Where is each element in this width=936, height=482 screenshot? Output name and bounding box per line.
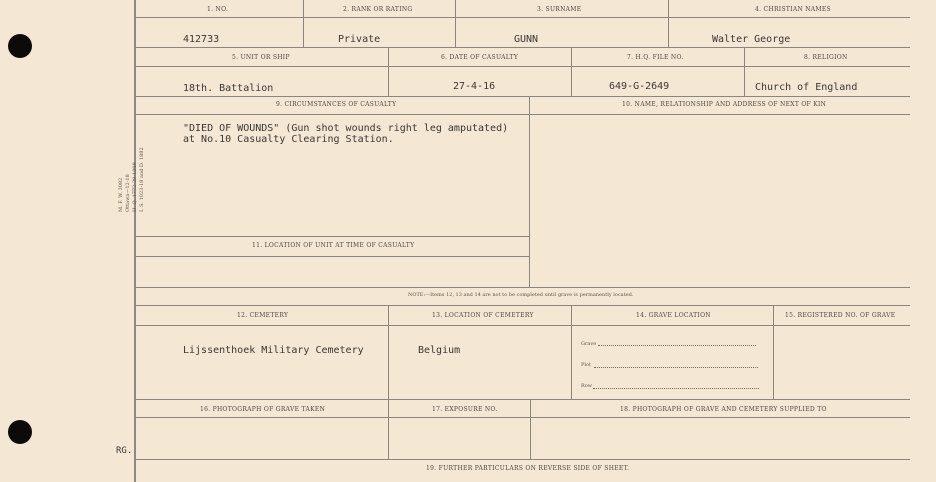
header-grave-location: 14. GRAVE LOCATION	[636, 312, 711, 319]
rule	[668, 0, 669, 47]
header-photo-supplied: 18. PHOTOGRAPH OF GRAVE AND CEMETERY SUPPLIED TO	[620, 406, 827, 413]
religion-value: Church of England	[755, 82, 858, 93]
form-code-3: H. Q. 1772-39-1098	[132, 162, 138, 212]
header-cemetery: 12. CEMETERY	[237, 312, 289, 319]
margin-initials: RG.	[116, 446, 133, 456]
rule	[136, 47, 910, 48]
unit-value: 18th. Battalion	[183, 83, 274, 94]
rule	[136, 305, 910, 306]
circumstances-line-1: "DIED OF WOUNDS" (Gun shot wounds right leg amputated)	[183, 123, 509, 134]
hq-file-value: 649-G-2649	[609, 81, 670, 92]
date-casualty-value: 27-4-16	[453, 81, 496, 92]
header-circumstances: 9. CIRCUMSTANCES OF CASUALTY	[276, 101, 397, 108]
plot-field-label: Plot	[581, 362, 591, 368]
rule	[571, 47, 572, 96]
header-next-of-kin: 10. NAME, RELATIONSHIP AND ADDRESS OF NEXT OF KIN	[622, 101, 827, 108]
rule	[530, 399, 531, 459]
punch-hole-top	[8, 34, 32, 58]
service-number: 412733	[183, 34, 220, 45]
header-location-cemetery: 13. LOCATION OF CEMETERY	[432, 312, 534, 319]
form-code-2: Ottawa—12-18	[125, 174, 131, 212]
header-no: 1. NO.	[207, 6, 229, 13]
rule	[136, 114, 910, 115]
header-location-unit: 11. LOCATION OF UNIT AT TIME OF CASUALTY	[252, 242, 415, 249]
punch-hole-bottom	[8, 420, 32, 444]
rule	[136, 17, 910, 18]
left-margin-line	[134, 0, 136, 482]
rule	[388, 305, 389, 399]
rule	[388, 47, 389, 96]
rule	[773, 305, 774, 399]
rule	[136, 417, 910, 418]
header-date-casualty: 6. DATE OF CASUALTY	[441, 54, 519, 61]
location-cemetery-value: Belgium	[418, 345, 461, 356]
grave-field-label: Grave	[581, 341, 597, 347]
rule	[136, 325, 910, 326]
plot-field-line	[594, 367, 758, 368]
rule	[136, 96, 910, 97]
row-field-line	[593, 388, 759, 389]
rule	[136, 399, 910, 400]
surname-value: GUNN	[514, 34, 539, 45]
header-religion: 8. RELIGION	[804, 54, 848, 61]
header-unit: 5. UNIT OR SHIP	[232, 54, 290, 61]
rule	[744, 47, 745, 96]
rule	[136, 236, 529, 237]
circumstances-line-2: at No.10 Casualty Clearing Station.	[183, 134, 394, 145]
rule	[136, 459, 910, 460]
form-code-4: I. S. 1023-18 and D. 1882	[139, 147, 145, 212]
header-exposure: 17. EXPOSURE NO.	[432, 406, 498, 413]
rule	[388, 399, 389, 459]
header-surname: 3. SURNAME	[537, 6, 582, 13]
christian-names-value: Walter George	[712, 34, 791, 45]
cemetery-value: Lijssenthoek Military Cemetery	[183, 345, 364, 356]
header-hq-file: 7. H.Q. FILE NO.	[627, 54, 684, 61]
form-code-1: M. F. W. 3082	[118, 177, 124, 212]
grave-field-line	[598, 345, 756, 346]
rule	[529, 96, 530, 287]
rule	[136, 287, 910, 288]
form-code-block	[118, 147, 146, 212]
rule	[136, 66, 910, 67]
header-photo-taken: 16. PHOTOGRAPH OF GRAVE TAKEN	[200, 406, 326, 413]
header-registered-no: 15. REGISTERED NO. OF GRAVE	[785, 312, 896, 319]
rule	[455, 0, 456, 47]
row-field-label: Row	[581, 383, 593, 389]
footer-further-particulars: 19. FURTHER PARTICULARS ON REVERSE SIDE OF SHEET.	[426, 465, 630, 472]
rank-value: Private	[338, 34, 381, 45]
rule	[136, 256, 529, 257]
note-text: NOTE:—Items 12, 13 and 14 are not to be completed until grave is permanently located.	[408, 292, 634, 298]
rule	[571, 305, 572, 399]
rule	[303, 0, 304, 47]
header-christian-names: 4. CHRISTIAN NAMES	[755, 6, 831, 13]
header-rank: 2. RANK OR RATING	[343, 6, 413, 13]
